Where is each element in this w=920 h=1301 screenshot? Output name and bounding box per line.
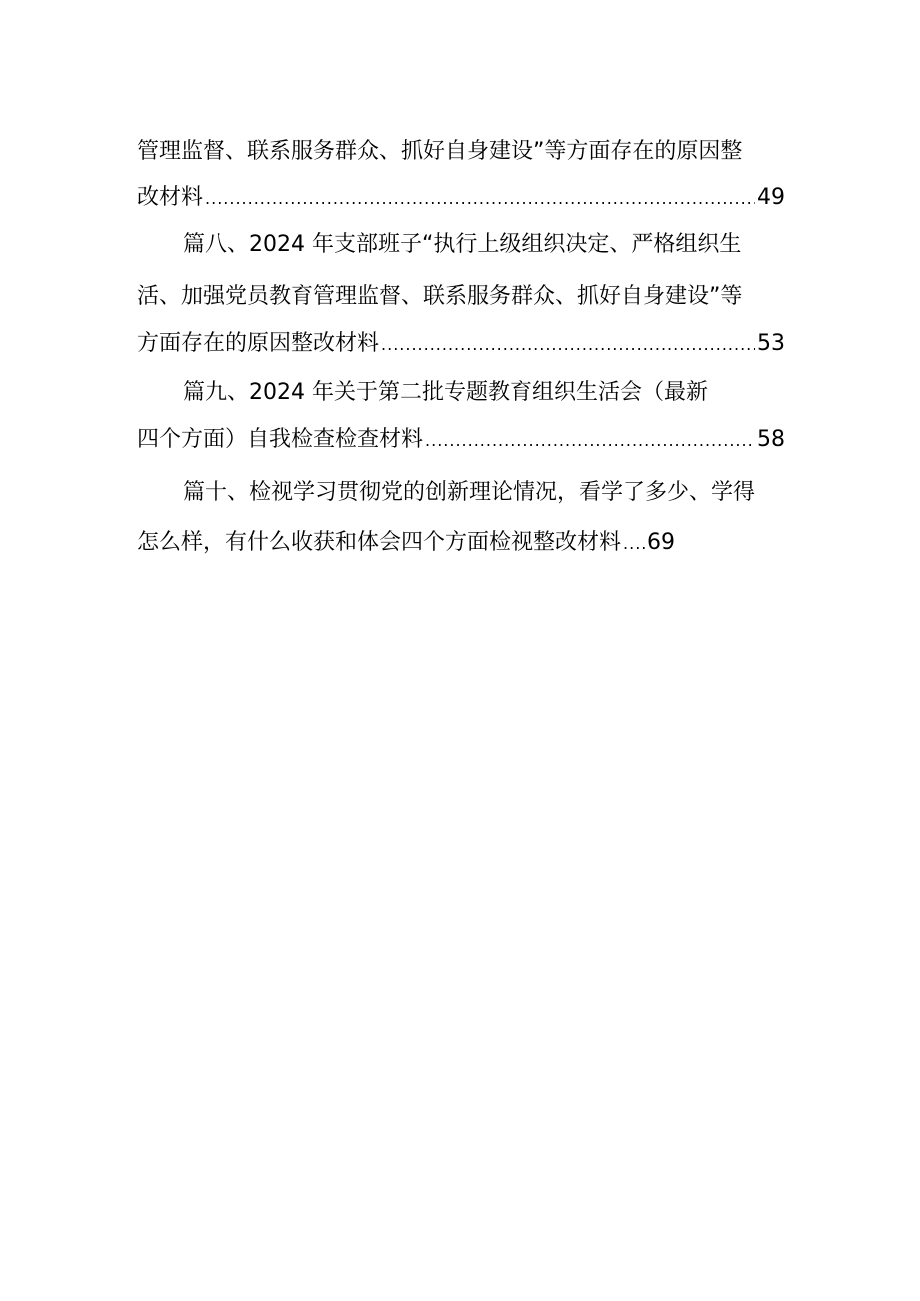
toc-entry-text: 活、加强党员教育管理监督、联系服务群众、抓好自身建设”等 — [137, 284, 743, 309]
dot-leader — [623, 529, 645, 559]
toc-entry-text: 管理监督、联系服务群众、抓好自身建设”等方面存在的原因整 — [137, 139, 743, 164]
toc-entry-text: 四个方面）自我检查检查材料 — [137, 427, 424, 452]
dot-leader — [205, 184, 755, 214]
toc-entry-text: 怎么样，有什么收获和体会四个方面检视整改材料 — [137, 530, 622, 555]
dot-leader — [381, 330, 755, 360]
toc-line — [137, 478, 785, 508]
toc-line — [137, 378, 785, 408]
page-number: 69 — [647, 530, 676, 555]
toc-line — [137, 137, 785, 167]
toc-entry-text: 篇八、2024 年支部班子“执行上级组织决定、严格组织生 — [183, 232, 742, 257]
toc-line — [137, 282, 785, 312]
toc-entry-49[interactable] — [137, 183, 785, 213]
toc-entry-text: 篇九、2024 年关于第二批专题教育组织生活会（最新 — [183, 380, 708, 405]
page-number: 53 — [757, 331, 785, 356]
toc-entry-58[interactable] — [137, 425, 785, 455]
dot-leader — [425, 426, 755, 456]
toc-entry-text: 方面存在的原因整改材料 — [137, 331, 380, 356]
toc-entry-69[interactable] — [137, 528, 785, 558]
page-number: 49 — [757, 185, 785, 210]
toc-entry-text: 篇十、检视学习贯彻党的创新理论情况，看学了多少、学得 — [183, 480, 756, 505]
toc-line — [137, 230, 785, 260]
toc-entry-text: 改材料 — [137, 185, 204, 210]
toc-entry-53[interactable] — [137, 329, 785, 359]
page-number: 58 — [757, 427, 785, 452]
